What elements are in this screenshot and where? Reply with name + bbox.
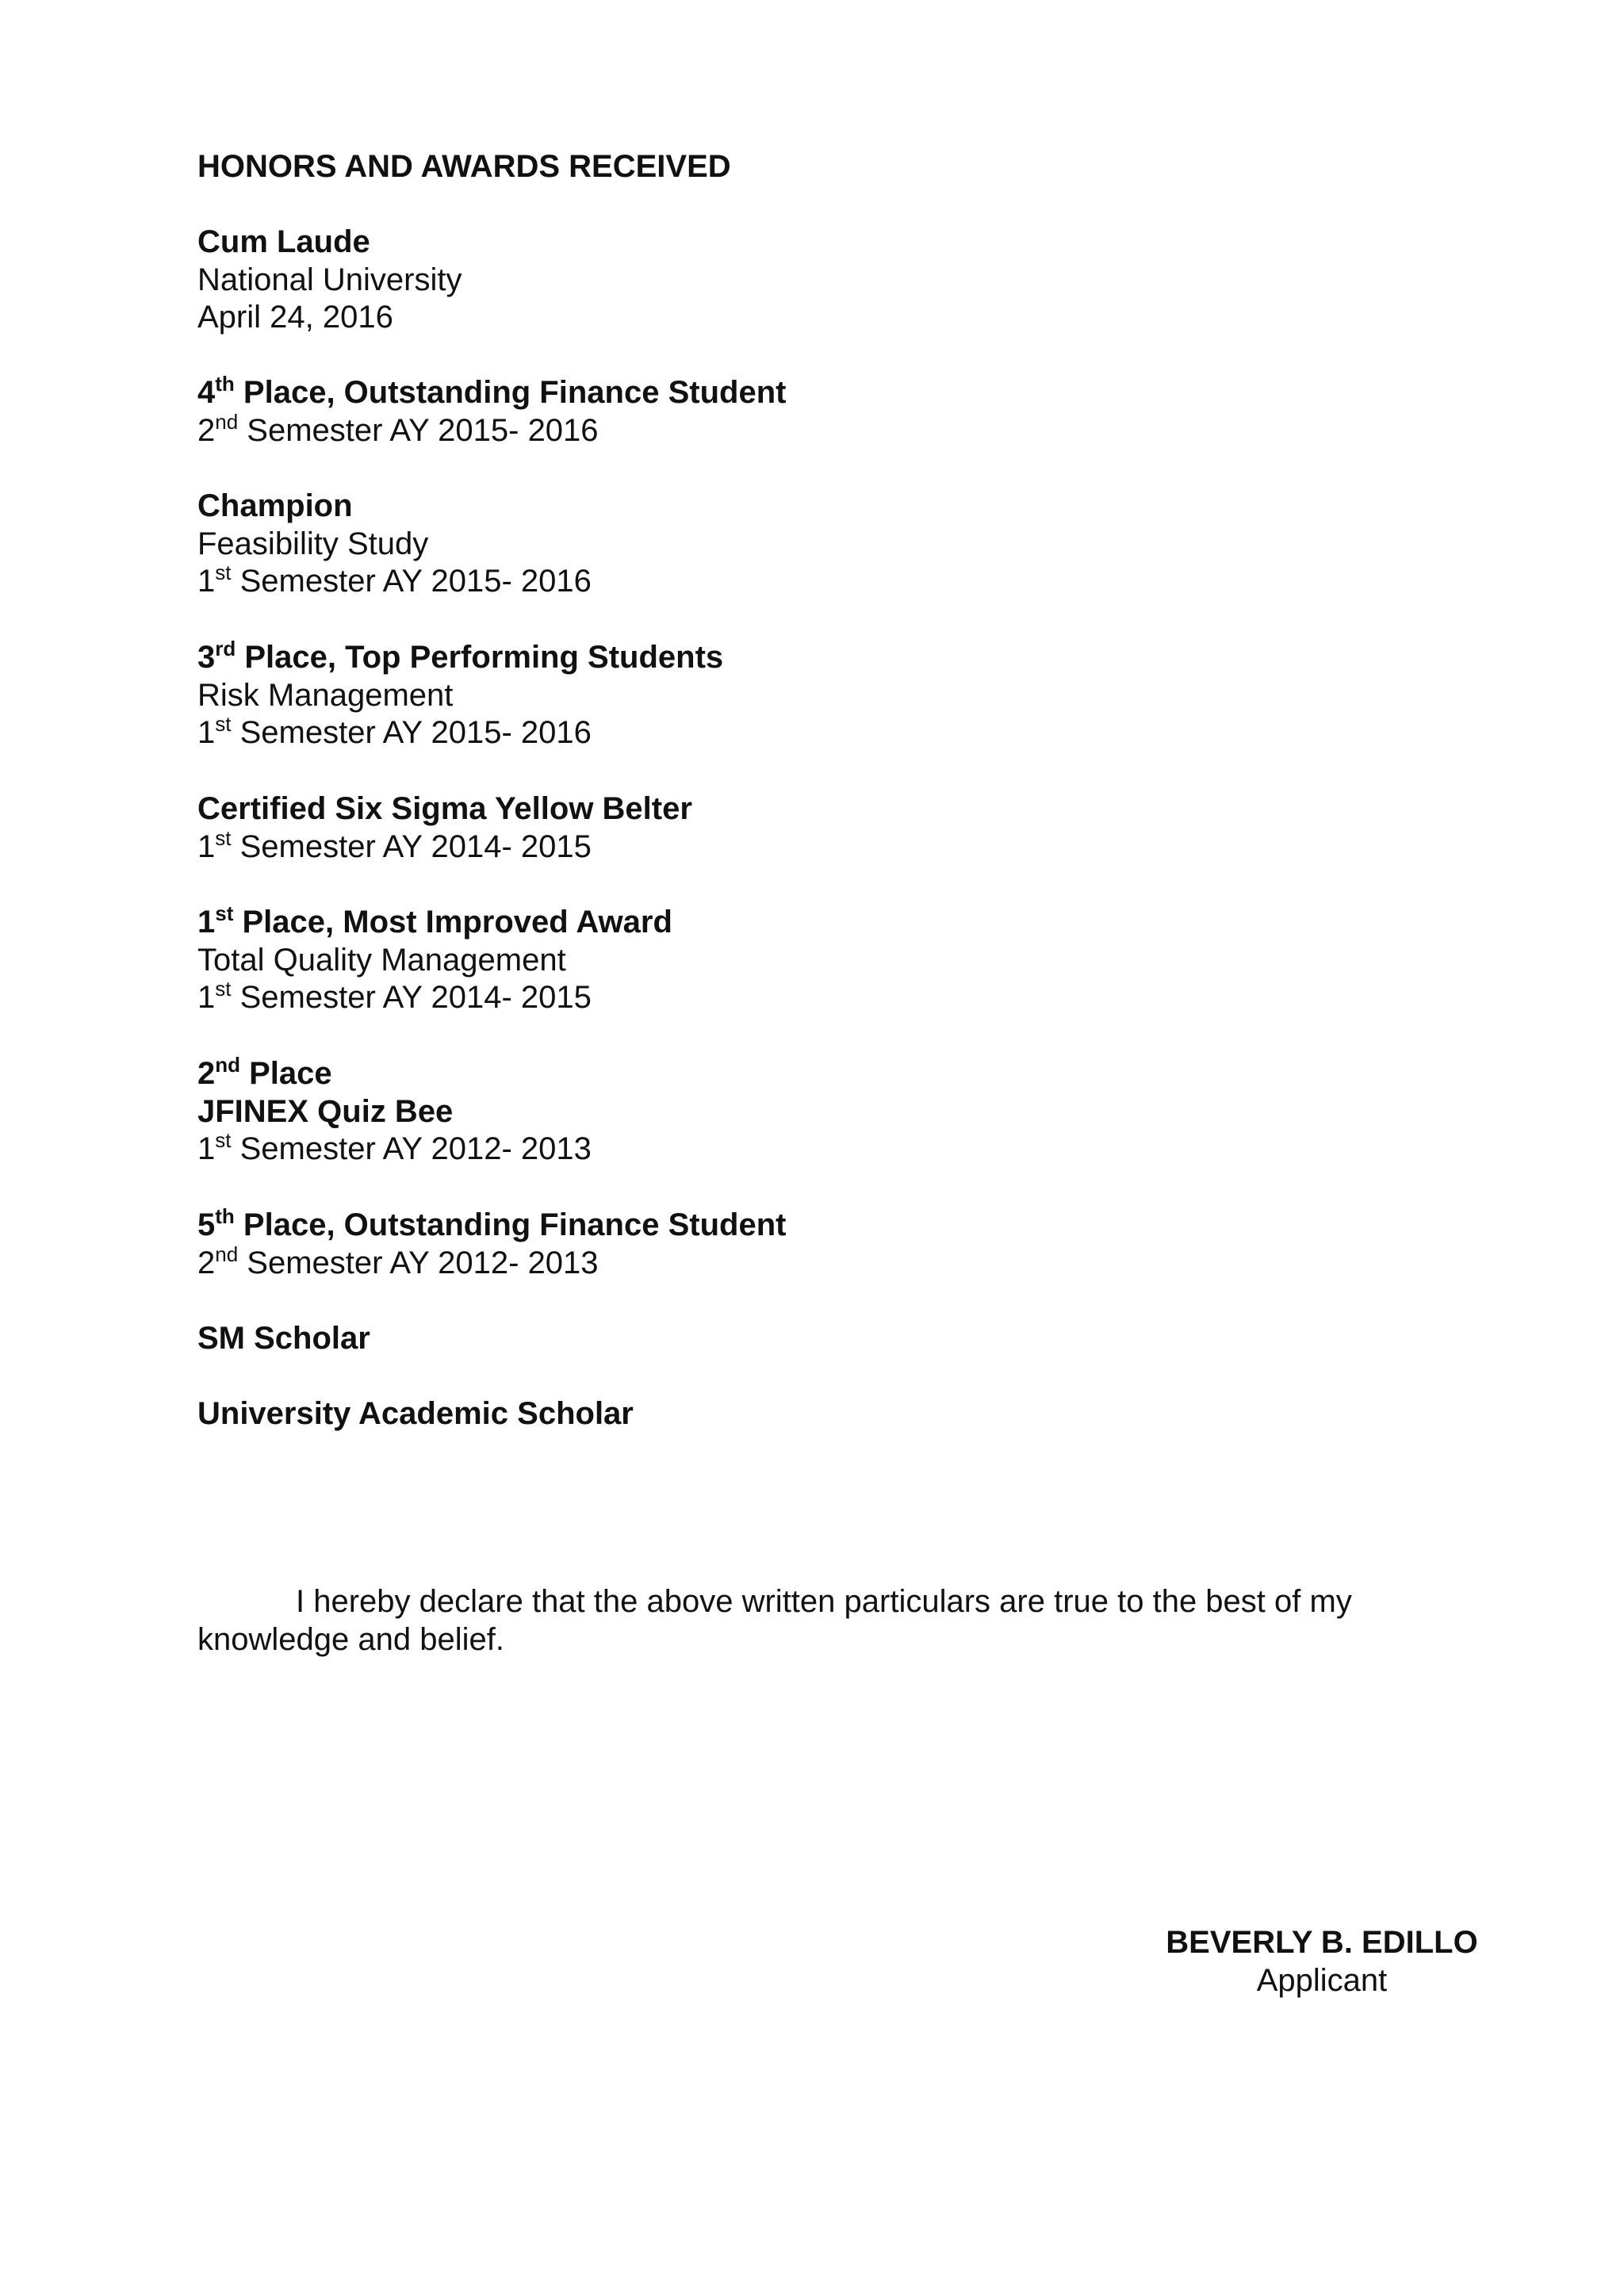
document-page <box>197 0 1478 2296</box>
applicant-name: BEVERLY B. EDILLO <box>1166 1925 1478 1960</box>
award-title: 1st Place, Most Improved Award <box>197 901 672 939</box>
award-category: Total Quality Management <box>197 942 566 978</box>
award-title: 2nd Place <box>197 1053 332 1091</box>
award-semester: 2nd Semester AY 2012- 2013 <box>197 1242 599 1280</box>
award-institution: National University <box>197 262 462 297</box>
award-title: Champion <box>197 488 353 523</box>
award-event: JFINEX Quiz Bee <box>197 1093 454 1129</box>
award-entry-champion <box>197 488 592 601</box>
award-entry-3rd-place-top-performing <box>197 639 723 752</box>
award-semester: 1st Semester AY 2012- 2013 <box>197 1128 592 1167</box>
award-entry-2nd-place-jfinex <box>197 1055 592 1169</box>
award-semester: 2nd Semester AY 2015- 2016 <box>197 409 599 448</box>
award-semester: 1st Semester AY 2014- 2015 <box>197 825 592 864</box>
applicant-role: Applicant <box>1256 1963 1388 1998</box>
award-entry-4th-place-finance <box>197 374 786 450</box>
award-entry-six-sigma <box>197 790 692 866</box>
award-entry-sm-scholar <box>197 1320 370 1358</box>
award-semester: 1st Semester AY 2015- 2016 <box>197 561 592 599</box>
award-category: Feasibility Study <box>197 526 429 561</box>
award-semester: 1st Semester AY 2015- 2016 <box>197 712 592 751</box>
award-title: University Academic Scholar <box>197 1396 634 1431</box>
award-entry-5th-place-finance <box>197 1204 787 1282</box>
award-category: Risk Management <box>197 677 454 713</box>
award-title: Cum Laude <box>197 224 370 259</box>
award-title: 5th Place, Outstanding Finance Student <box>197 1204 787 1242</box>
award-title: 4th Place, Outstanding Finance Student <box>197 372 787 410</box>
award-entry-cum-laude <box>197 224 462 337</box>
signature-block <box>1124 1923 1520 1999</box>
declaration-paragraph <box>197 1582 1411 1659</box>
award-title: 3rd Place, Top Performing Students <box>197 637 724 675</box>
award-entry-university-scholar <box>197 1395 634 1433</box>
award-title: SM Scholar <box>197 1321 370 1356</box>
award-entry-1st-place-most-improved <box>197 901 672 1017</box>
award-semester: 1st Semester AY 2014- 2015 <box>197 977 592 1016</box>
declaration-text: I hereby declare that the above written particulars are true to the best of my knowledge and belief. <box>197 1584 1352 1657</box>
section-heading: HONORS AND AWARDS RECEIVED <box>197 149 731 184</box>
award-date: April 24, 2016 <box>197 300 393 335</box>
award-title: Certified Six Sigma Yellow Belter <box>197 791 692 826</box>
